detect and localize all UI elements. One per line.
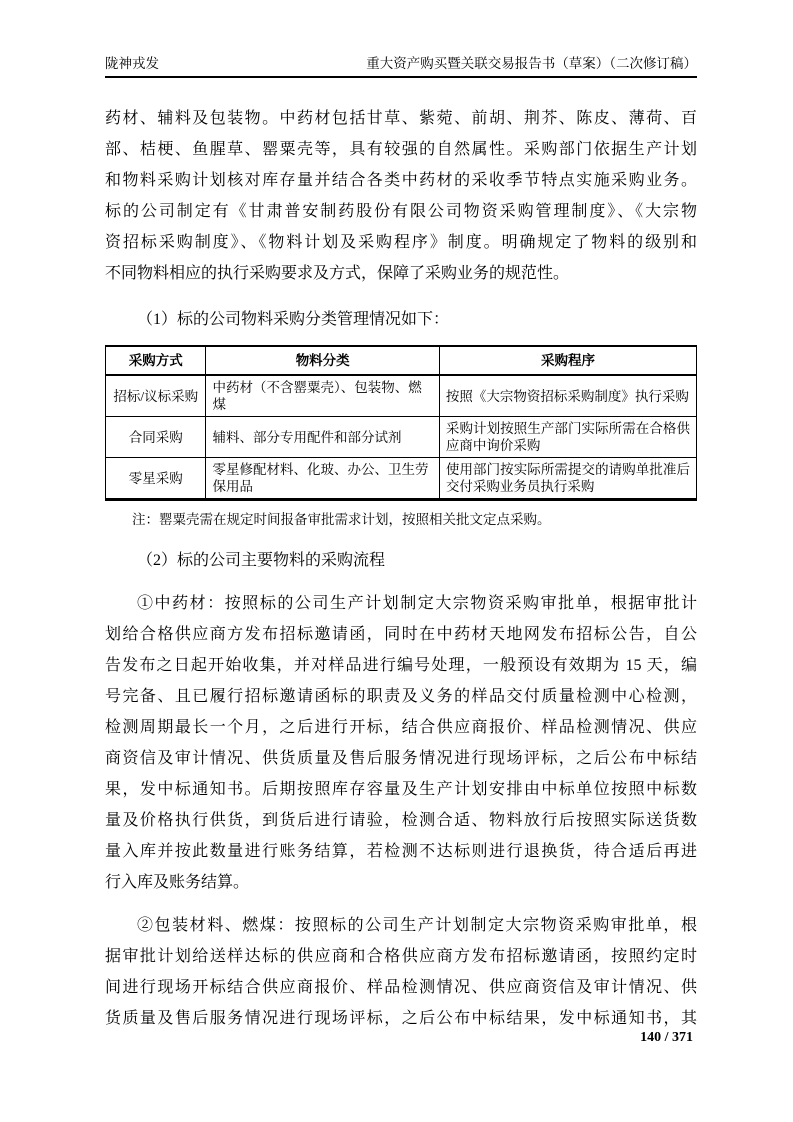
table-row <box>106 417 697 458</box>
body-line: 资招标采购制度》、《物料计划及采购程序》制度。明确规定了物料的级别和 <box>105 234 697 251</box>
body-line: 不同物料相应的执行采购要求及方式，保障了采购业务的规范性。 <box>105 265 570 282</box>
body-line: 标的公司制定有《甘肃普安制药股份有限公司物资采购管理制度》、《大宗物 <box>105 203 697 220</box>
body-line: 划给合格供应商方发布招标邀请函，同时在中药材天地网发布招标公告，自公 <box>105 626 697 643</box>
table-header-row <box>106 346 697 375</box>
body-line: 商资信及审计情况、供货质量及售后服务情况进行现场评标，之后公布中标结 <box>105 750 697 767</box>
table-cell-category: 辅料、部分专用配件和部分试剂 <box>206 417 439 458</box>
table-cell-procedure: 使用部门按实际所需提交的请购单批准后交付采购业务员执行采购 <box>439 458 696 500</box>
body-paragraph-3 <box>105 910 697 1034</box>
table-row <box>106 375 697 417</box>
body-line: 果，发中标通知书。后期按照库存容量及生产计划安排由中标单位按照中标数 <box>105 781 697 798</box>
body-line: 量入库并按此数量进行账务结算，若检测不达标则进行退换货，待合适后再进 <box>105 843 697 860</box>
company-name: 陇神戎发 <box>105 56 159 71</box>
section-heading-1: （1）标的公司物料采购分类管理情况如下： <box>137 311 450 328</box>
body-line: ①中药材：按照标的公司生产计划制定大宗物资采购审批单，根据审批计 <box>137 595 697 612</box>
table-cell-method: 合同采购 <box>106 417 206 458</box>
body-line: 和物料采购计划核对库存量并结合各类中药材的采收季节特点实施采购业务。 <box>105 172 697 189</box>
report-title: 重大资产购买暨关联交易报告书（草案）（二次修订稿） <box>366 56 697 71</box>
table-cell-category: 中药材（不含罂粟壳）、包装物、燃煤 <box>206 375 439 417</box>
body-line: 号完备、且已履行招标邀请函标的职责及义务的样品交付质量检测中心检测， <box>105 688 697 705</box>
page-number: 140 / 371 <box>640 1030 693 1045</box>
body-line: 告发布之日起开始收集，并对样品进行编号处理，一般预设有效期为 15 天，编 <box>105 657 697 674</box>
table-cell-procedure: 按照《大宗物资招标采购制度》执行采购 <box>439 375 696 417</box>
body-paragraph-2 <box>105 588 697 898</box>
column-header-procedure: 采购程序 <box>439 346 696 375</box>
body-line: 药材、辅料及包装物。中药材包括甘草、紫菀、前胡、荆芥、陈皮、薄荷、百 <box>105 110 697 127</box>
body-line: 行入库及账务结算。 <box>105 874 250 891</box>
section-heading-2: （2）标的公司主要物料的采购流程 <box>137 552 386 569</box>
page-header <box>105 54 697 78</box>
table-cell-method: 招标/议标采购 <box>106 375 206 417</box>
body-paragraph-1 <box>105 103 697 289</box>
column-header-category: 物料分类 <box>206 346 439 375</box>
procurement-table <box>105 345 697 501</box>
table-row <box>106 458 697 500</box>
table-cell-method: 零星采购 <box>106 458 206 500</box>
body-line: 检测周期最长一个月，之后进行开标，结合供应商报价、样品检测情况、供应 <box>105 719 697 736</box>
table-cell-category: 零星修配材料、化玻、办公、卫生劳保用品 <box>206 458 439 500</box>
body-line: 据审批计划给送样达标的供应商和合格供应商方发布招标邀请函，按照约定时 <box>105 948 697 965</box>
body-line: ②包装材料、燃煤：按照标的公司生产计划制定大宗物资采购审批单，根 <box>137 917 697 934</box>
body-line: 部、桔梗、鱼腥草、罂粟壳等，具有较强的自然属性。采购部门依据生产计划 <box>105 141 697 158</box>
body-line: 货质量及售后服务情况进行现场评标，之后公布中标结果，发中标通知书，其 <box>105 1010 697 1027</box>
column-header-method: 采购方式 <box>106 346 206 375</box>
body-line: 量及价格执行供货，到货后进行请验，检测合适、物料放行后按照实际送货数 <box>105 812 697 829</box>
body-line: 间进行现场开标结合供应商报价、样品检测情况、供应商资信及审计情况、供 <box>105 979 697 996</box>
table-cell-procedure: 采购计划按照生产部门实际所需在合格供应商中询价采购 <box>439 417 696 458</box>
table-note: 注：罂粟壳需在规定时间报备审批需求计划，按照相关批文定点采购。 <box>132 512 551 527</box>
